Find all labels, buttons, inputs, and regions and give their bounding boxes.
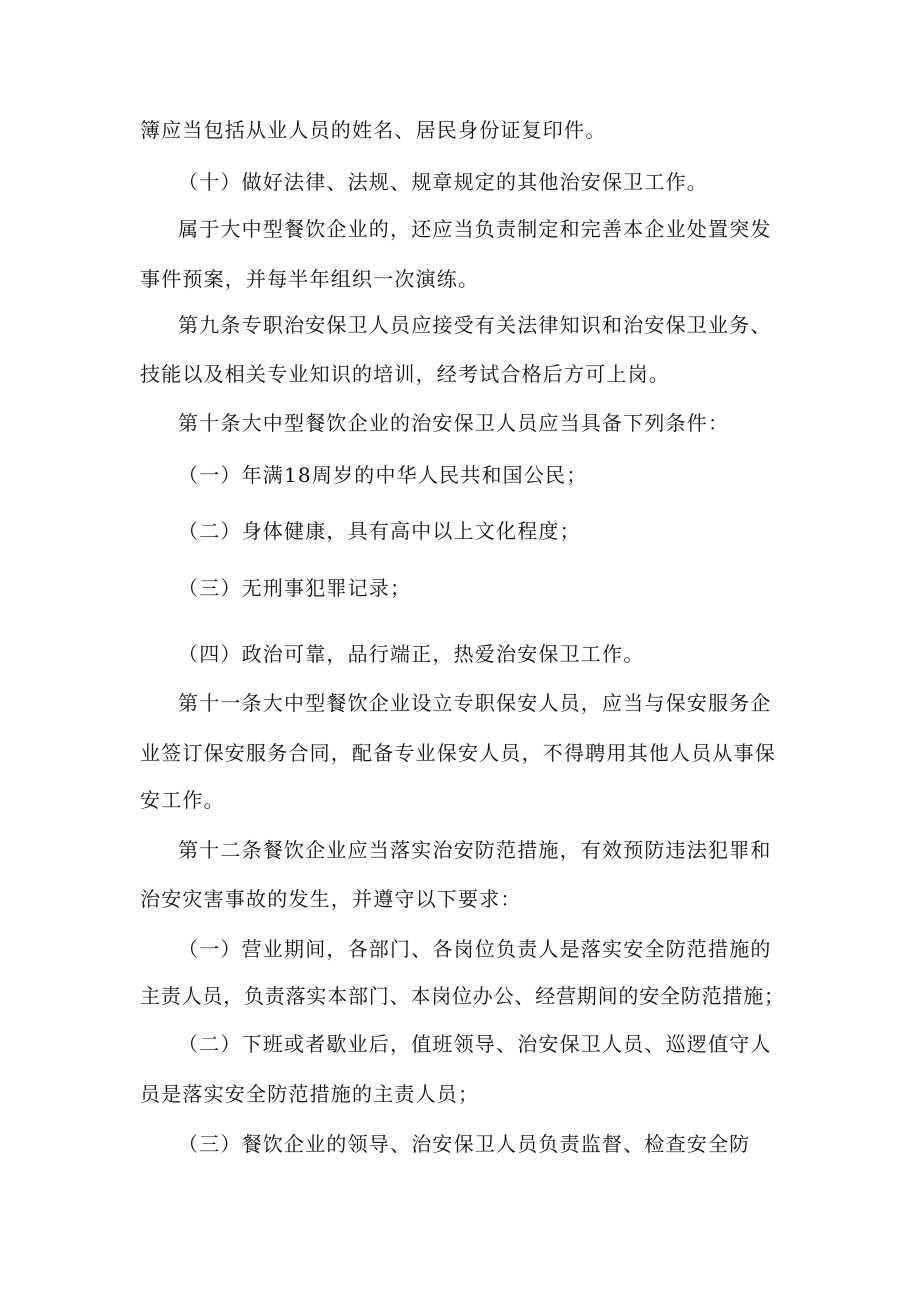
text-line-17: （一）营业期间，各部门、各岗位负责人是落实安全防范措施的	[178, 937, 772, 961]
text-line-6: 技能以及相关专业知识的培训，经考试合格后方可上岗。	[140, 362, 670, 386]
text-line-5: 第九条专职治安保卫人员应接受有关法律知识和治安保卫业务、	[178, 313, 772, 337]
text-line-9: （二）身体健康，具有高中以上文化程度；	[178, 519, 581, 543]
text-line-13: 业签订保安服务合同，配备专业保安人员，不得聘用其他人员从事保	[140, 741, 776, 765]
text-line-8: （一）年满18周岁的中华人民共和国公民；	[178, 463, 588, 487]
text-line-19: （二）下班或者歇业后，值班领导、治安保卫人员、巡逻值守人	[178, 1032, 772, 1056]
text-line-21: （三）餐饮企业的领导、治安保卫人员负责监督、检查安全防	[178, 1132, 751, 1156]
text-line-3: 属于大中型餐饮企业的，还应当负责制定和完善本企业处置突发	[178, 217, 772, 241]
text-line-18: 主责人员，负责落实本部门、本岗位办公、经营期间的安全防范措施；	[140, 984, 785, 1008]
text-line-4: 事件预案，并每半年组织一次演练。	[140, 267, 480, 291]
text-line-7: 第十条大中型餐饮企业的治安保卫人员应当具备下列条件：	[178, 411, 730, 435]
text-line-16: 治安灾害事故的发生，并遵守以下要求：	[140, 887, 522, 911]
text-line-11: （四）政治可靠，品行端正，热爱治安保卫工作。	[178, 642, 645, 666]
text-line-1: 簿应当包括从业人员的姓名、居民身份证复印件。	[140, 118, 607, 142]
text-line-15: 第十二条餐饮企业应当落实治安防范措施，有效预防违法犯罪和	[178, 838, 772, 862]
text-line-20: 员是落实安全防范措施的主责人员；	[140, 1082, 480, 1106]
text-line-14: 安工作。	[140, 788, 225, 812]
text-line-12: 第十一条大中型餐饮企业设立专职保安人员，应当与保安服务企	[178, 691, 772, 715]
text-line-2: （十）做好法律、法规、规章规定的其他治安保卫工作。	[178, 170, 708, 194]
text-line-10: （三）无刑事犯罪记录；	[178, 576, 412, 600]
